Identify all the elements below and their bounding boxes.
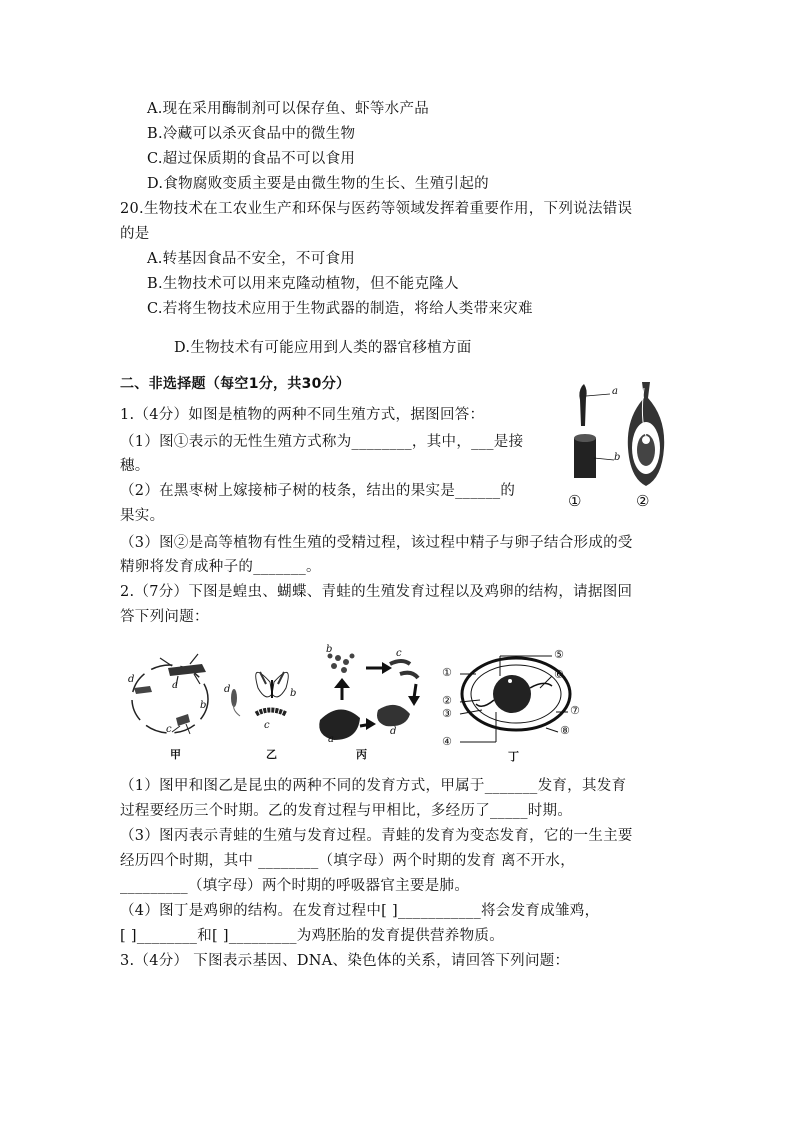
egg-num-7: ⑦ xyxy=(570,704,580,717)
label-yi-b: b xyxy=(290,688,297,699)
egg-num-8: ⑧ xyxy=(560,724,570,737)
q1-line4: （2）在黑枣树上嫁接柿子树的枝条，结出的果实是______的 xyxy=(120,483,516,499)
q2-answer-4: 经历四个时期，其中 ________（填字母）两个时期的发育 离不开水， xyxy=(120,853,576,869)
q2-figure xyxy=(120,644,580,762)
caption-ding: 丁 xyxy=(508,750,519,763)
q1-line6: （3）图②是高等植物有性生殖的受精过程，该过程中精子与卵子结合形成的受 xyxy=(120,535,633,551)
option-19d: D.食物腐败变质主要是由微生物的生长、生殖引起的 xyxy=(147,176,489,192)
option-20a: A.转基因食品不安全，不可食用 xyxy=(147,251,356,267)
label-bing-d: d xyxy=(390,726,397,737)
q1-line2: （1）图①表示的无性生殖方式称为________，其中，___是接 xyxy=(120,434,524,450)
label-jia-d: d xyxy=(128,674,135,685)
egg-num-1: ① xyxy=(442,666,452,679)
figure-caption-1: ① xyxy=(568,492,582,510)
q2-answer-2: 过程要经历三个时期。乙的发育过程与甲相比，多经历了_____时期。 xyxy=(120,803,573,819)
label-yi-d: d xyxy=(224,684,231,695)
q20-stem-line1: 20.生物技术在工农业生产和环保与医药等领域发挥着重要作用，下列说法错误 xyxy=(120,201,633,217)
q3-line: 3.（4分） 下图表示基因、DNA、染色体的关系，请回答下列问题： xyxy=(120,953,570,969)
option-20b: B.生物技术可以用来克隆动植物，但不能克隆人 xyxy=(147,276,459,292)
q1-line3: 穗。 xyxy=(120,458,150,474)
q2-answer-7: [ ]________和[ ]_________为鸡胚胎的发育提供营养物质。 xyxy=(120,928,504,944)
label-bing-c: c xyxy=(396,648,402,659)
q2-answer-1: （1）图甲和图乙是昆虫的两种不同的发育方式，甲属于_______发育，其发育 xyxy=(120,778,627,794)
label-bing-a: a xyxy=(328,734,334,745)
q2-line2: 答下列问题： xyxy=(120,609,209,625)
option-19a: A.现在采用酶制剂可以保存鱼、虾等水产品 xyxy=(147,101,430,117)
caption-yi: 乙 xyxy=(266,748,277,761)
label-yi-c: c xyxy=(264,720,270,731)
figure-caption-2: ② xyxy=(636,492,650,510)
q2-answer-5: _________（填字母）两个时期的呼吸器官主要是肺。 xyxy=(120,878,470,894)
label-bing-b: b xyxy=(326,644,333,655)
q1-line5: 果实。 xyxy=(120,508,165,524)
q1-line1: 1.（4分）如图是植物的两种不同生殖方式，据图回答： xyxy=(120,407,485,423)
q2-answer-6: （4）图丁是鸡卵的结构。在发育过程中[ ]___________将会发育成雏鸡， xyxy=(120,903,600,919)
option-20d: D.生物技术有可能应用到人类的器官移植方面 xyxy=(174,340,472,356)
locust-cycle xyxy=(132,654,208,734)
caption-jia: 甲 xyxy=(170,748,181,761)
section-heading: 二、非选择题（每空1分，共30分） xyxy=(120,376,351,392)
q20-stem-line2: 的是 xyxy=(120,226,150,242)
option-20c: C.若将生物技术应用于生物武器的制造，将给人类带来灾难 xyxy=(147,301,533,317)
life-cycles-diagram xyxy=(120,644,580,762)
label-jia-b: b xyxy=(200,700,207,711)
egg-num-3: ③ xyxy=(442,707,452,720)
egg-num-2: ② xyxy=(442,694,452,707)
label-jia-a: a xyxy=(172,680,178,691)
egg-num-6: ⑥ xyxy=(554,668,564,681)
option-19c: C.超过保质期的食品不可以食用 xyxy=(147,151,356,167)
frog-cycle xyxy=(319,654,420,741)
egg-num-4: ④ xyxy=(442,735,452,748)
butterfly-cycle xyxy=(231,672,288,716)
q2-line1: 2.（7分）下图是蝗虫、蝴蝶、青蛙的生殖发育过程以及鸡卵的结构，请据图回 xyxy=(120,584,633,600)
egg-num-5: ⑤ xyxy=(554,648,564,661)
option-19b: B.冷藏可以杀灭食品中的微生物 xyxy=(147,126,356,142)
caption-bing: 丙 xyxy=(356,748,367,761)
label-jia-c: c xyxy=(166,724,172,735)
q1-figure xyxy=(560,378,670,513)
label-a: a xyxy=(612,386,618,397)
label-b: b xyxy=(614,452,621,463)
q2-answer-3: （3）图丙表示青蛙的生殖与发育过程。青蛙的发育为变态发育，它的一生主要 xyxy=(120,828,633,844)
q1-line7: 精卵将发育成种子的_______。 xyxy=(120,559,321,575)
